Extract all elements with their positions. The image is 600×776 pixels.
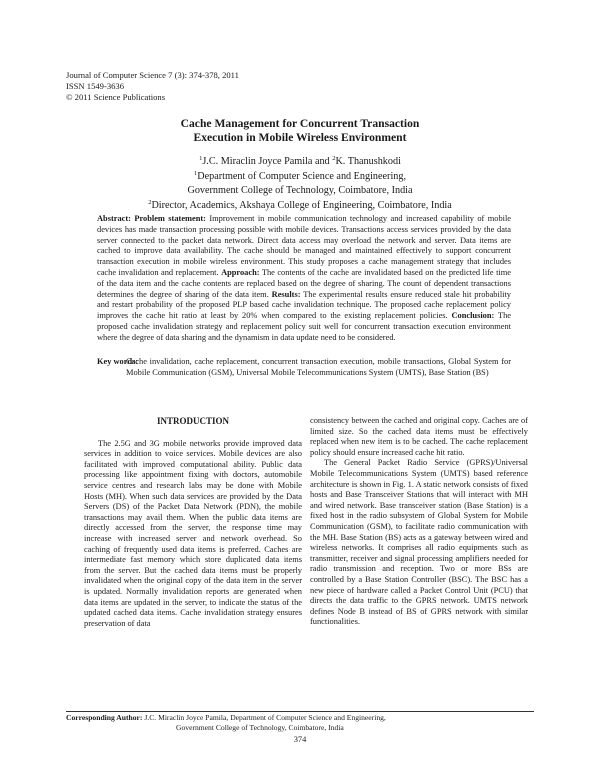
title-line-2: Execution in Mobile Wireless Environment xyxy=(193,131,407,144)
approach-text: The contents of the cache are invalidated based on the predicted life time of the data item and the cache contents are replaced based on the degree of sharing. The count of dependent transactions determines the degree of sharing of the data item. xyxy=(97,267,512,299)
author-1-marker: 1 xyxy=(199,155,203,162)
author-2-marker: 2 xyxy=(332,155,336,162)
author-2: K. Thanushkodi xyxy=(335,156,401,167)
affiliation-1-line-2: Government College of Technology, Coimbatore, India xyxy=(187,185,413,197)
conclusion-text: The proposed cache invalidation strategy and replacement policy suit well for concurrent transaction execution environment where the degree of data sharing and the dynamism in data update need to be considered. xyxy=(97,311,511,342)
left-column xyxy=(84,416,302,629)
journal-issn: ISSN 1549-3636 xyxy=(66,81,125,92)
intro-paragraph-1-continued: consistency between the cached and original copy. Caches are of limited size. So the cached data items must be effectively replaced when new item is to be cached. The cache replacement policy should ensure increased cache hit ratio. xyxy=(310,416,528,457)
keywords-label: Key words: xyxy=(97,357,139,366)
footer-rule xyxy=(66,711,534,712)
affiliation-2-marker: 2 xyxy=(148,198,152,206)
approach-label: Approach: xyxy=(221,267,260,277)
author-names xyxy=(60,155,540,170)
problem-statement-text: Improvement in mobile communication technology and increased capability of mobile devices has made transaction processing possible with mobile devices. Transactions access services provided by the data server connected to the packet data network. Direct data access may overload the network and server. Data items are cached to improve data availability. The cache should be managed and maintained effectively to support concurrent transaction execution in mobile wireless environment. This study proposes a cache management strategy that includes cache invalidation and replacement. xyxy=(97,214,511,277)
corresponding-author-line-1: Corresponding Author: J.C. Miraclin Joyce Pamila, Department of Computer Science and Engineering, xyxy=(66,713,386,722)
corresponding-author-line-2: Government College of Technology, Coimbatore, India xyxy=(176,723,344,732)
affiliation-1-marker: 1 xyxy=(193,169,198,177)
journal-copyright: © 2011 Science Publications xyxy=(66,92,166,103)
journal-citation: Journal of Computer Science 7 (3): 374-378, 2011 xyxy=(66,70,239,80)
results-label: Results: xyxy=(271,289,301,299)
affiliation-1-line-1: $^1$Department of Computer Science and Engineering, xyxy=(193,169,407,182)
right-column xyxy=(310,416,528,628)
intro-paragraph-1: The 2.5G and 3G mobile networks provide improved data services in addition to voice services. Mobile devices are also facilitated with improved computational ability. Public data processing like appointment fixing with doctors, automobile service centres and research labs may be done with Mobile Hosts (MH). When such data services are provided by the Data Servers (DS) of the Packet Data Network (PDN), the mobile transactions may avail them. When the public data items are directly accessed from the server, the response time may increase with increased server and network overhead. So caching of frequently used data items is preferred. Caches are intermediate fast memory which store duplicated data items from the server. But the cached data items must be properly invalidated when the original copy of the data item in the server is updated. Normally invalidation reports are generated when data items are updated in the server, to indicate the status of the updated cached data items. Cache invalidation strategy ensures preservation of data xyxy=(84,438,302,628)
introduction-heading: INTRODUCTION xyxy=(156,416,229,426)
title-line-1: Cache Management for Concurrent Transaction xyxy=(180,117,420,130)
abstract xyxy=(97,214,511,344)
author-1: J.C. Miraclin Joyce Pamila and xyxy=(202,156,333,167)
abstract-label: Abstract: xyxy=(97,214,131,223)
results-text: The experimental results ensure reduced stale hit probability and restart probability of the proposed PLP based cache invalidation technique. The proposed cache replacement policy improves the cache hit ratio at least by 20% when compared to the existing replacement policies. xyxy=(97,289,511,321)
corresponding-author-label: Corresponding Author: xyxy=(66,713,143,722)
affiliation-2: $^2$Director, Academics, Akshaya College of Engineering, Coimbatore, India xyxy=(148,198,452,211)
keywords-text: Cache invalidation, cache replacement, concurrent transaction execution, mobile transactions, Global System for Mobile Communication (GSM), Universal Mobile Telecommunications System (UMTS), Base Station (BS) xyxy=(126,357,511,377)
page-number: 374 xyxy=(293,735,307,744)
corresponding-author xyxy=(66,713,386,733)
problem-statement-label: Problem statement: xyxy=(134,214,206,223)
paper-title xyxy=(100,117,500,145)
intro-paragraph-2: The General Packet Radio Service (GPRS)/Universal Mobile Telecommunications System (UMTS) based reference architecture is shown in Fig. 1. A static network consists of fixed hosts and Base Transceiver Stations that will interact with MH and wired network. Base transceiver station (Base Station) is a fixed host in the radio subsystem of Global System for Mobile Communication (GSM), to facilitate radio communication with the MH. Base Station (BS) acts as a gateway between wired and wireless networks. It comprises all radio equipments such as transmitter, receiver and signal processing amplifiers needed for radio transmission and reception. Two or more BSs are controlled by a Base Station Controller (BSC). The BSC has a new piece of hardware called a Packet Control Unit (PCU) that directs the data traffic to the GPRS network. UMTS network defines Node B instead of BS of GPRS network with similar functionalities. xyxy=(310,458,528,627)
author-block xyxy=(60,155,540,213)
conclusion-label: Conclusion: xyxy=(451,311,495,321)
journal-info xyxy=(66,70,239,104)
